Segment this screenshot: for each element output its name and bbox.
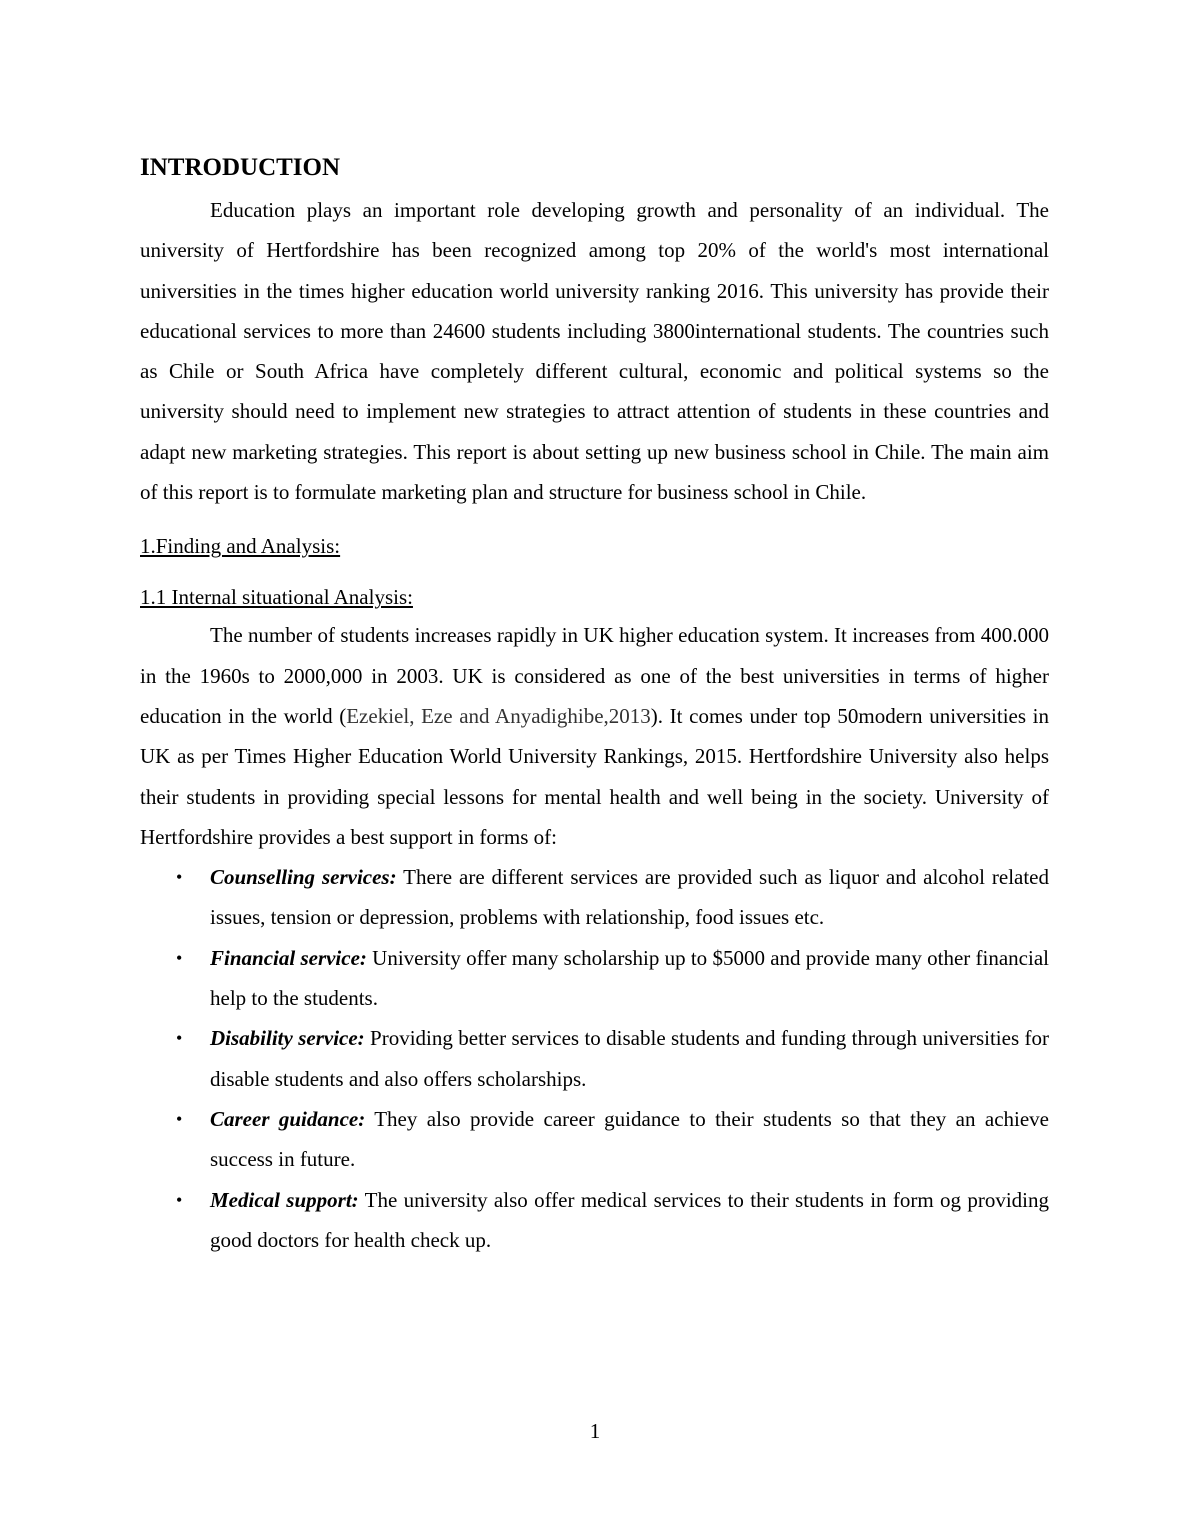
bullet-icon: •: [176, 867, 183, 888]
subsection-heading: 1.1 Internal situational Analysis:: [140, 585, 413, 610]
item-term: Career guidance:: [210, 1106, 366, 1131]
item-text: Providing better services to disable students and funding through universities for disable students and also offers scholarships.: [210, 1026, 1049, 1091]
bullet-icon: •: [176, 1108, 183, 1129]
intro-paragraph: Education plays an important role developing growth and personality of an individual. The university of Hertfordshire has been recognized among top 20% of the world's most international universities in the times higher education world university ranking 2016. This university has provide their educational services to more than 24600 students including 3800international students. The countries such as Chile or South Africa have completely different cultural, economic and political systems so the university should need to implement new strategies to attract attention of students in these countries and adapt new marketing strategies. This report is about setting up new business school in Chile. The main aim of this report is to formulate marketing plan and structure for business school in Chile.: [140, 198, 1049, 505]
page-number: 1: [589, 1419, 601, 1443]
item-term: Disability service:: [210, 1026, 365, 1051]
document-page: [140, 150, 1049, 1260]
item-text: The university also offer medical services to their students in form og providing good doctors for health check up.: [210, 1187, 1050, 1252]
list-item-career: [140, 1099, 1049, 1180]
analysis-paragraph: [140, 615, 1049, 857]
list-item-counselling: [140, 857, 1049, 938]
item-text: There are different services are provided such as liquor and alcohol related issues, tension or depression, problems with relationship, food issues etc.: [210, 865, 1050, 930]
support-list: [140, 857, 1049, 1260]
item-term: Medical support:: [210, 1187, 359, 1212]
section-heading: 1.Finding and Analysis:: [140, 534, 341, 559]
list-item-medical: [140, 1180, 1049, 1261]
item-term: Financial service:: [210, 945, 367, 970]
bullet-icon: •: [176, 1028, 183, 1049]
citation: Ezekiel, Eze and Anyadighibe,2013: [346, 703, 651, 728]
bullet-icon: •: [176, 947, 183, 968]
list-item-disability: [140, 1018, 1049, 1099]
analysis-text-after: ). It comes under top 50modern universities in UK as per Times Higher Education World University Rankings, 2015. Hertfordshire University also helps their students in providing special lessons for mental health and well being in the society. University of Hertfordshire provides a best support in forms of:: [140, 703, 1050, 849]
item-term: Counselling services:: [210, 865, 397, 890]
bullet-icon: •: [176, 1189, 183, 1210]
item-text: University offer many scholarship up to $5000 and provide many other financial help to the students.: [210, 945, 1049, 1011]
page-title: INTRODUCTION: [140, 154, 341, 181]
list-item-financial: [140, 938, 1049, 1019]
analysis-text-before: The number of students increases rapidly in UK higher education system. It increases from 400.000 in the 1960s to 2000,000 in 2003. UK is considered as one of the best universities in terms of higher education in the world (: [140, 623, 1049, 728]
item-text: They also provide career guidance to their students so that they an achieve success in future.: [210, 1106, 1049, 1172]
